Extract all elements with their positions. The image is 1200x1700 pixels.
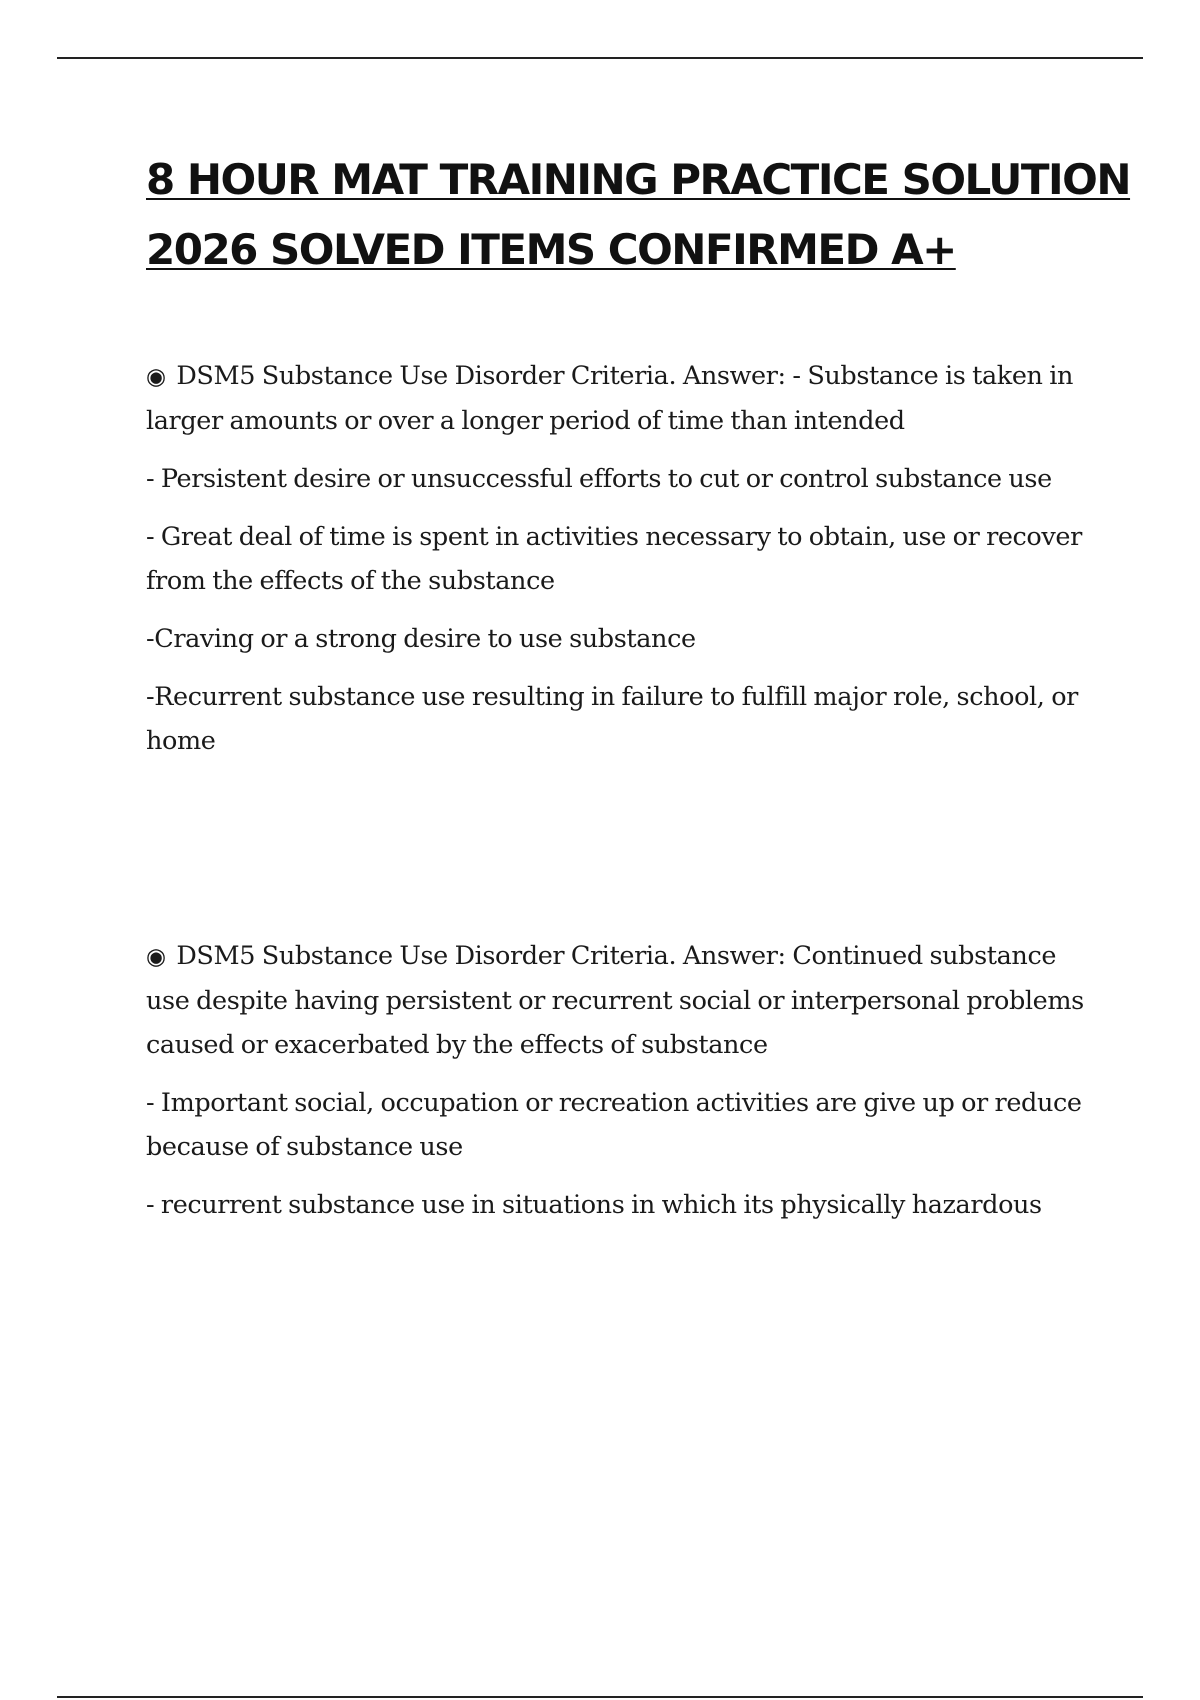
page-title — [146, 145, 1131, 285]
radio-bullet-icon: ◉ — [146, 944, 166, 970]
qa-item-2-lead-text: DSM5 Substance Use Disorder Criteria. Answer: Continued substance use despite having persistent or recurrent social or interpersonal problems caused or exacerbated by the effects of substance — [146, 941, 1084, 1060]
bottom-divider — [57, 1696, 1143, 1698]
title-line-1: 8 HOUR MAT TRAINING PRACTICE SOLUTION — [146, 155, 1131, 204]
top-divider — [57, 57, 1143, 59]
qa-item-2-point-2: - recurrent substance use in situations in which its physically hazardous — [146, 1190, 1042, 1220]
qa-item-2 — [146, 934, 1096, 1241]
qa-item-1-lead — [146, 354, 1096, 443]
qa-item-1-point-1: - Persistent desire or unsuccessful efforts to cut or control substance use — [146, 464, 1052, 494]
qa-item-1-point-2: - Great deal of time is spent in activities necessary to obtain, use or recover from the effects of the substance — [146, 522, 1082, 596]
qa-item-2-lead — [146, 934, 1096, 1067]
qa-item-1-point-4: -Recurrent substance use resulting in failure to fulfill major role, school, or home — [146, 682, 1078, 756]
qa-item-2-point-1: - Important social, occupation or recreation activities are give up or reduce because of substance use — [146, 1088, 1082, 1162]
title-line-2: 2026 SOLVED ITEMS CONFIRMED A+ — [146, 225, 956, 274]
radio-bullet-icon: ◉ — [146, 364, 166, 390]
qa-item-1 — [146, 354, 1096, 777]
qa-item-1-point-3: -Craving or a strong desire to use substance — [146, 624, 696, 654]
qa-item-1-lead-text: DSM5 Substance Use Disorder Criteria. Answer: - Substance is taken in larger amounts or over a longer period of time than intended — [146, 361, 1074, 436]
